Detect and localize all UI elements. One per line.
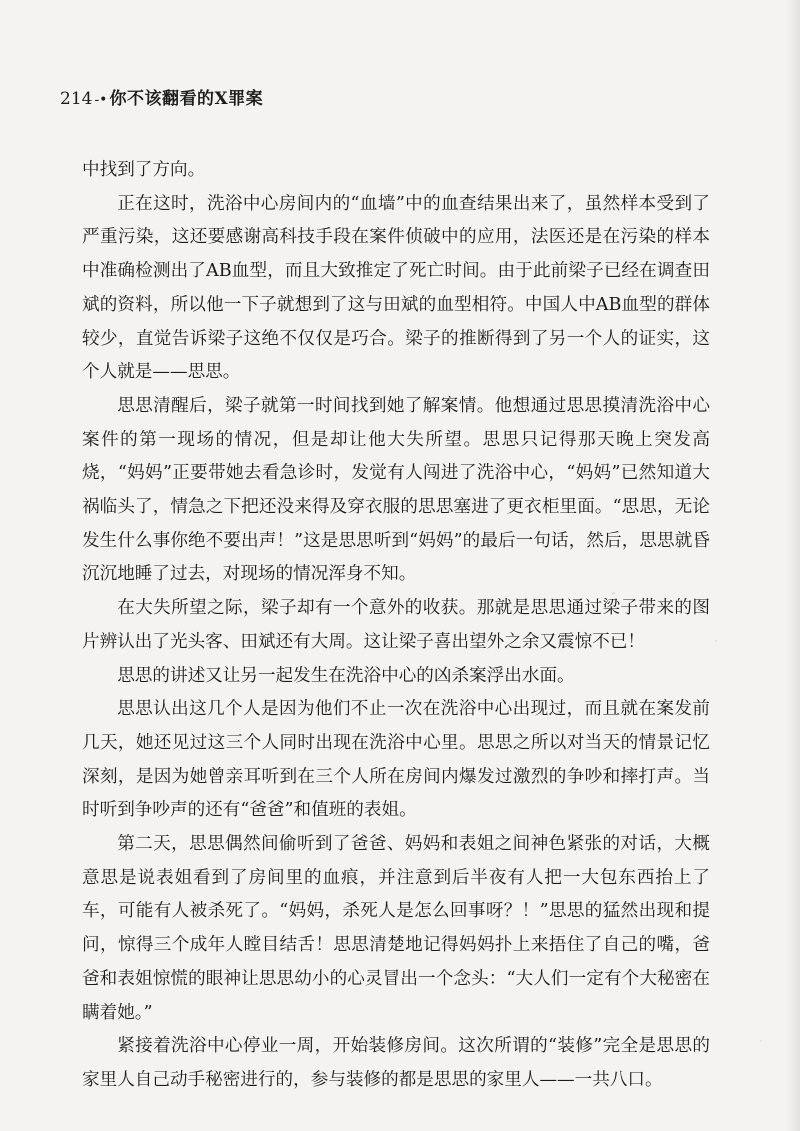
paragraph: 正在这时，洗浴中心房间内的“血墙”中的血查结果出来了，虽然样本受到了严重污染，这还要感谢高科技手段在案件侦破中的应用，法医还是在污染的样本中准确检测出了AB血型，而且大致推定了死亡时间。由于此前梁子已经在调查田斌的资料，所以他一下子就想到了这与田斌的血型相符。中国人中AB血型的群体较少，直觉告诉梁子这绝不仅仅是巧合。梁子的推断得到了另一个人的证实，这个人就是——思思。 bbox=[82, 193, 710, 383]
book-title: 你不该翻看的X罪案 bbox=[109, 89, 264, 109]
header-arrow-icon: -• bbox=[94, 92, 108, 108]
paragraph: 思思的讲述又让另一起发生在洗浴中心的凶杀案浮出水面。 bbox=[117, 665, 575, 686]
paragraph: 中找到了方向。 bbox=[82, 160, 206, 180]
paragraph: 第二天，思思偶然间偷听到了爸爸、妈妈和表姐之间神色紧张的对话，大概意思是说表姐看到了房间里的血痕，并注意到后半夜有人把一大包东西抬上了车，可能有人被杀死了。“妈妈，杀死人是怎么回事呀？！”思思的猛然出现和提问，惊得三个成年人瞠目结舌！思思清楚地记得妈妈扑上来捂住了自己的嘴，爸爸和表姐惊慌的眼神让思思幼小的心灵冒出一个念头：“大人们一定有个大秘密在瞒着她。” bbox=[82, 834, 710, 1023]
scan-speck bbox=[760, 1040, 762, 1042]
running-header bbox=[60, 86, 263, 113]
page-edge-shadow bbox=[786, 0, 800, 1131]
body-text bbox=[82, 154, 710, 1098]
page-number: 214 bbox=[60, 89, 93, 109]
paragraph: 在大失所望之际，梁子却有一个意外的收获。那就是思思通过梁子带来的图片辨认出了光头客、田斌还有大周。这让梁子喜出望外之余又震惊不已！ bbox=[82, 598, 710, 652]
scan-speck bbox=[715, 640, 717, 642]
paragraph: 思思清醒后，梁子就第一时间找到她了解案情。他想通过思思摸清洗浴中心案件的第一现场的情况，但是却让他大失所望。思思只记得那天晚上突发高烧，“妈妈”正要带她去看急诊时，发觉有人闯进了洗浴中心，“妈妈”已然知道大祸临头了，情急之下把还没来得及穿衣服的思思塞进了更衣柜里面。“思思，无论发生什么事你绝不要出声！”这是思思听到“妈妈”的最后一句话，然后，思思就昏沉沉地睡了过去，对现场的情况浑身不知。 bbox=[82, 395, 710, 585]
paragraph: 紧接着洗浴中心停业一周，开始装修房间。这次所谓的“装修”完全是思思的家里人自己动手秘密进行的，参与装修的都是思思的家里人——一共八口。 bbox=[82, 1036, 710, 1090]
paragraph: 思思认出这几个人是因为他们不止一次在洗浴中心出现过，而且就在案发前几天，她还见过这三个人同时出现在洗浴中心里。思思之所以对当天的情景记忆深刻，是因为她曾亲耳听到在三个人所在房间内爆发过激烈的争吵和摔打声。当时听到争吵声的还有“爸爸”和值班的表姐。 bbox=[82, 699, 710, 821]
scan-speck bbox=[612, 592, 615, 595]
